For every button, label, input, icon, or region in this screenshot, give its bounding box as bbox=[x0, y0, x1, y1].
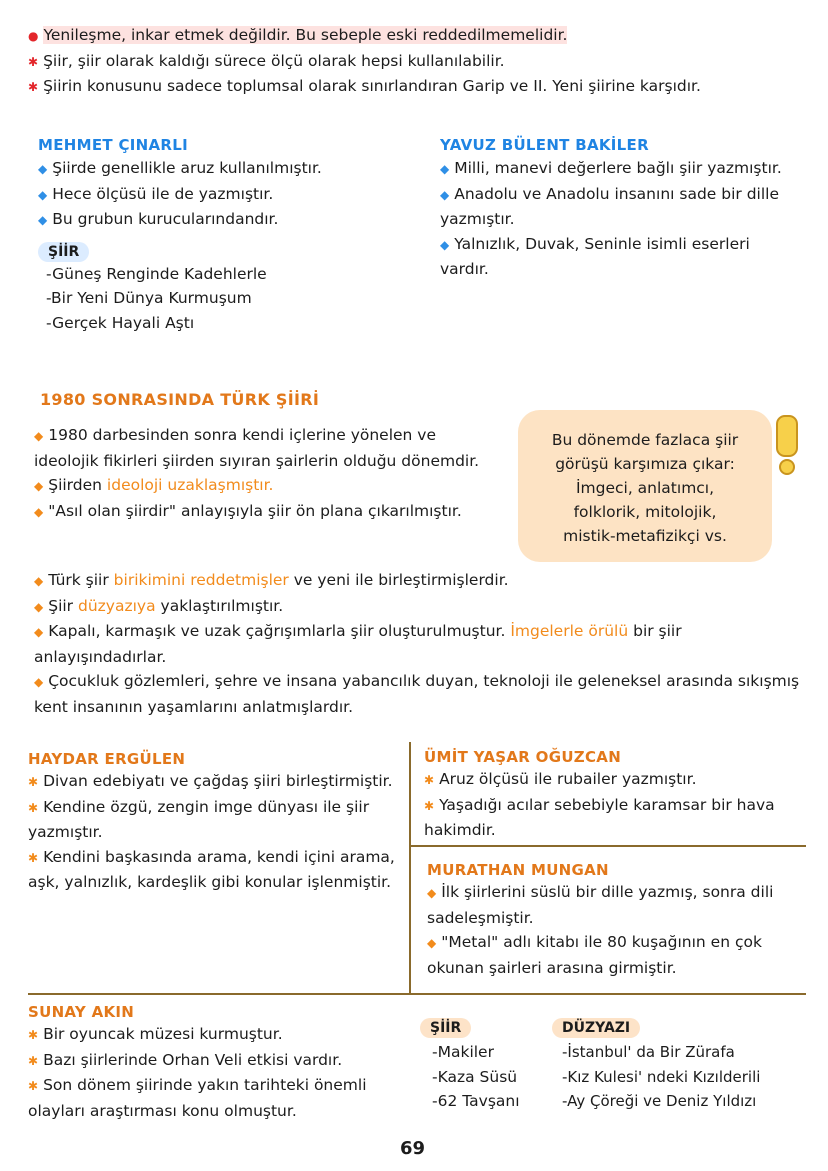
divider bbox=[409, 845, 806, 847]
akin-section bbox=[28, 1003, 406, 1123]
bullet-icon: ◆ bbox=[34, 625, 44, 639]
bullet-icon: ✱ bbox=[28, 850, 39, 865]
list-item: ◆ Kapalı, karmaşık ve uzak çağrışımlarla şiir oluşturulmuştur. İmgelerle örülü bir şiir anlayışındadırlar. bbox=[34, 622, 682, 666]
list-item: ✱ Aruz ölçüsü ile rubailer yazmıştır. bbox=[424, 767, 809, 793]
works-label: ŞİİR bbox=[38, 242, 89, 262]
list-item: ◆ "Asıl olan şiirdir" anlayışıyla şiir ön plana çıkarılmıştır. bbox=[34, 499, 504, 525]
list-item: ◆ Yalnızlık, Duvak, Seninle isimli eserleri vardır. bbox=[440, 234, 750, 278]
mungan-name: MURATHAN MUNGAN bbox=[427, 861, 609, 879]
list-item: ◆ "Metal" adlı kitabı ile 80 kuşağının en çok okunan şairleri arasına girmiştir. bbox=[427, 933, 762, 977]
exclamation-icon bbox=[772, 412, 802, 478]
bullet-icon: ✱ bbox=[424, 798, 435, 813]
top-line-3: ✱ Şiirin konusunu sadece toplumsal olarak sınırlandıran Garip ve II. Yeni şiirine karşıdır. bbox=[28, 74, 818, 100]
bullet-icon: ◆ bbox=[38, 213, 48, 227]
page-number: 69 bbox=[400, 1138, 426, 1159]
bullet-icon: ✱ bbox=[28, 1028, 39, 1042]
bakiler-name: YAVUZ BÜLENT BAKİLER bbox=[440, 136, 649, 154]
top-line-2: ✱ Şiir, şiir olarak kaldığı sürece ölçü olarak hepsi kullanılabilir. bbox=[28, 49, 818, 75]
bullet-icon: ◆ bbox=[38, 162, 48, 176]
work-item: -Ay Çöreği ve Deniz Yıldızı bbox=[562, 1092, 757, 1110]
list-item: ✱ Kendini başkasında arama, kendi içini arama, aşk, yalnızlık, kardeşlik gibi konular işlenmiştir. bbox=[28, 847, 395, 891]
list-item: ◆ İlk şiirlerini süslü bir dille yazmış, sonra dili sadeleşmiştir. bbox=[427, 883, 774, 927]
bullet-icon: ◆ bbox=[34, 479, 44, 493]
bullet-icon: ◆ bbox=[440, 237, 450, 252]
bullet-icon: ◆ bbox=[34, 599, 44, 614]
mungan-section bbox=[427, 861, 812, 980]
list-item: ✱ Bir oyuncak müzesi kurmuştur. bbox=[28, 1022, 406, 1048]
work-item: -Kaza Süsü bbox=[432, 1067, 518, 1086]
work-item: -İstanbul' da Bir Zürafa bbox=[562, 1043, 735, 1061]
post1980-list bbox=[34, 568, 804, 719]
list-item: ◆ Anadolu ve Anadolu insanını sade bir dille yazmıştır. bbox=[440, 184, 779, 228]
bullet-icon: ◆ bbox=[427, 886, 437, 900]
divider bbox=[409, 742, 411, 994]
ergulen-section bbox=[28, 750, 398, 895]
list-item: ✱ Son dönem şiirinde yakın tarihteki önemli olayları araştırması konu olmuştur. bbox=[28, 1076, 367, 1120]
bakiler-section bbox=[440, 136, 800, 282]
list-item: ◆ Hece ölçüsü ile de yazmıştır. bbox=[38, 182, 398, 208]
list-item: ✱ Divan edebiyatı ve çağdaş şiiri birleştirmiştir. bbox=[28, 769, 398, 795]
ergulen-name: HAYDAR ERGÜLEN bbox=[28, 750, 186, 768]
list-item: ◆ Türk şiir birikimini reddetmişler ve yeni ile birleştirmişlerdir. bbox=[34, 568, 804, 594]
work-item: -Makiler bbox=[432, 1043, 494, 1061]
cinarli-section bbox=[38, 136, 398, 335]
bullet-icon: ✱ bbox=[28, 1079, 39, 1093]
list-item: ◆ Şiirde genellikle aruz kullanılmıştır. bbox=[38, 156, 398, 182]
bullet-icon: ✱ bbox=[28, 1053, 39, 1068]
cinarli-name: MEHMET ÇINARLI bbox=[38, 136, 188, 154]
work-item: -Kız Kulesi' ndeki Kızılderili bbox=[562, 1067, 761, 1086]
bullet-icon: ✱ bbox=[28, 775, 39, 789]
bullet-icon: ● bbox=[28, 29, 39, 43]
list-item: ✱ Bazı şiirlerinde Orhan Veli etkisi vardır. bbox=[28, 1048, 406, 1074]
bullet-icon: ✱ bbox=[28, 80, 39, 94]
akin-name: SUNAY AKIN bbox=[28, 1003, 135, 1021]
list-item: ◆ Çocukluk gözlemleri, şehre ve insana yabancılık duyan, teknoloji ile geleneksel arasında sıkışmış kent insanının yaşamlarını anlatmışlardır. bbox=[34, 672, 800, 716]
bullet-icon: ✱ bbox=[28, 800, 39, 815]
list-item: ◆ 1980 darbesinden sonra kendi içlerine yönelen ve ideolojik fikirleri şiirden sıyıran şairlerin olduğu dönemdir. bbox=[34, 426, 480, 470]
bullet-icon: ◆ bbox=[440, 187, 450, 202]
top-block bbox=[28, 23, 818, 100]
bullet-icon: ◆ bbox=[34, 429, 44, 443]
post1980-intro bbox=[34, 423, 504, 524]
bullet-icon: ◆ bbox=[34, 504, 44, 519]
oguzcan-name: ÜMİT YAŞAR OĞUZCAN bbox=[424, 748, 622, 766]
bullet-icon: ◆ bbox=[38, 187, 48, 202]
section-title: 1980 SONRASINDA TÜRK ŞİİRİ bbox=[40, 390, 320, 409]
poetry-label: ŞİİR bbox=[420, 1018, 471, 1038]
list-item: ◆ Şiirden ideoloji uzaklaşmıştır. bbox=[34, 473, 504, 499]
divider bbox=[28, 993, 806, 995]
list-item: ◆ Bu grubun kurucularındandır. bbox=[38, 207, 398, 233]
work-item: -Gerçek Hayali Aştı bbox=[46, 313, 195, 332]
work-item: -Bir Yeni Dünya Kurmuşum bbox=[46, 289, 252, 307]
bullet-icon: ✱ bbox=[424, 773, 435, 787]
work-item: -Güneş Renginde Kadehlerle bbox=[46, 264, 267, 283]
list-item: ✱ Kendine özgü, zengin imge dünyası ile şiir yazmıştır. bbox=[28, 797, 370, 841]
bullet-icon: ◆ bbox=[34, 675, 44, 689]
bullet-icon: ◆ bbox=[427, 936, 437, 950]
bullet-icon: ◆ bbox=[440, 162, 450, 176]
list-item: ◆ Milli, manevi değerlere bağlı şiir yazmıştır. bbox=[440, 156, 800, 182]
prose-label: DÜZYAZI bbox=[552, 1018, 640, 1038]
work-item: -62 Tavşanı bbox=[432, 1092, 520, 1110]
akin-poetry bbox=[420, 1017, 545, 1114]
bullet-icon: ✱ bbox=[28, 54, 39, 69]
oguzcan-section bbox=[424, 748, 809, 843]
top-line-1: ● Yenileşme, inkar etmek değildir. Bu sebeple eski reddedilmemelidir. bbox=[28, 23, 818, 49]
list-item: ✱ Yaşadığı acılar sebebiyle karamsar bir hava hakimdir. bbox=[424, 795, 775, 839]
akin-prose bbox=[552, 1017, 822, 1114]
callout-box: Bu dönemde fazlaca şiir görüşü karşımıza çıkar: İmgeci, anlatımcı, folklorik, mitolojik, mistik-metafizikçi vs. bbox=[518, 410, 772, 562]
list-item: ◆ Şiir düzyazıya yaklaştırılmıştır. bbox=[34, 594, 804, 620]
bullet-icon: ◆ bbox=[34, 574, 44, 588]
